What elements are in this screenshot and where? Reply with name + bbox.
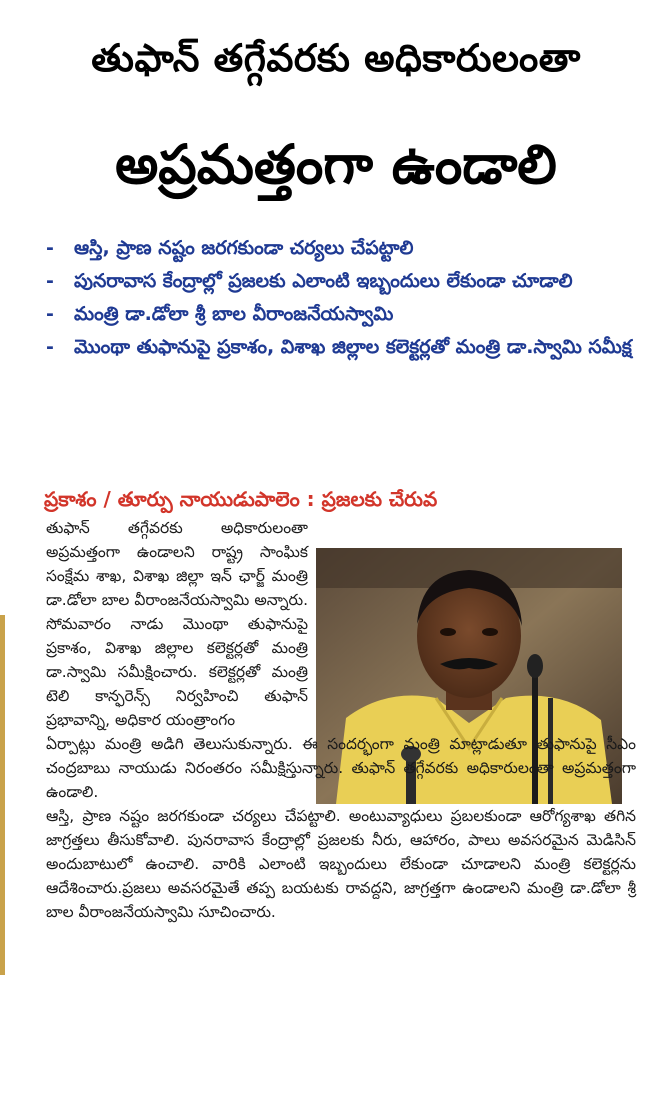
dateline: ప్రకాశం / తూర్పు నాయుడుపాలెం : ప్రజలకు చేరువ [44,487,438,511]
article-paragraph-1-part-1: తుఫాన్ తగ్గేవరకు అధికారులంతా అప్రమత్తంగా ఉండాలని రాష్ట్ర సాంఘిక సంక్షేమ శాఖ, విశాఖ జిల్లా ఇన్ ఛార్జ్ మంత్రి డా.డోలా బాల వీరాంజనేయస్వామి అన్నారు. సోమవారం నాడు మొంథా తుఫానుపై ప్రకాశం, విశాఖ జిల్లాల కలెక్టర్లతో మంత్రి డా.స్వామి సమీక్షించారు. కలెక్టర్లతో మంత్రి టెలి కాన్ఫరెన్స్ నిర్వహించి తుఫాన్ ప్రభావాన్ని, అధికార యంత్రాంగం [46,519,308,729]
article-narrow-column [46,516,636,732]
bullet-text: ఆస్తి, ప్రాణ నష్టం జరగకుండా చర్యలు చేపట్టాలి [74,237,414,259]
bullet-list [44,232,644,364]
bullet-dash: - [46,336,54,358]
article-paragraph-2: ఆస్తి, ప్రాణ నష్టం జరగకుండా చర్యలు చేపట్టాలి. అంటువ్యాధులు ప్రబలకుండా ఆరోగ్యశాఖ తగిన జాగ్రత్తలు తీసుకోవాలి. పునరావాస కేంద్రాల్లో ప్రజలకు నీరు, ఆహారం, పాలు అవసరమైన మెడిసిన్ అందుబాటులో ఉంచాలి. వారికి ఎలాంటి ఇబ్బందులు లేకుండా చూడాలని మంత్రి కలెక్టర్లను ఆదేశించారు.ప్రజలు అవసరమైతే తప్ప బయటకు రావద్దని, జాగ్రత్తగా ఉండాలని మంత్రి డా.డోలా శ్రీ బాల వీరాంజనేయస్వామి సూచించారు. [46,807,636,921]
bullet-item [44,331,644,364]
bullet-text: మంత్రి డా.డోలా శ్రీ బాల వీరాంజనేయస్వామి [74,303,394,325]
bullet-dash: - [46,303,54,325]
headline-line-2: అప్రమత్తంగా ఉండాలి [115,133,557,196]
article-body [46,516,636,924]
article-wide-column [46,732,636,924]
bullet-text: పునరావాస కేంద్రాల్లో ప్రజలకు ఎలాంటి ఇబ్బందులు లేకుండా చూడాలి [74,270,573,292]
headline-line-1: తుఫాన్ తగ్గేవరకు అధికారులంతా [91,36,581,80]
bullet-text: మొంథా తుఫానుపై ప్రకాశం, విశాఖ జిల్లాల కలెక్టర్లతో మంత్రి డా.స్వామి సమీక్ష [74,336,632,358]
bullet-item [44,232,644,265]
article-paragraph-1-part-2: ఏర్పాట్లు మంత్రి అడిగి తెలుసుకున్నారు. ఈ సందర్భంగా మంత్రి మాట్లాడుతూ తుఫానుపై సీఎం చంద్రబాబు నాయుడు నిరంతరం సమీక్షిస్తున్నారు. తుఫాన్ తగ్గేవరకు అధికారులంతా అప్రమత్తంగా ఉండాలి. [46,735,636,801]
bullet-dash: - [46,237,54,259]
bullet-dash: - [46,270,54,292]
page-edge-strip [0,615,5,975]
bullet-item [44,298,644,331]
bullet-item [44,265,644,298]
